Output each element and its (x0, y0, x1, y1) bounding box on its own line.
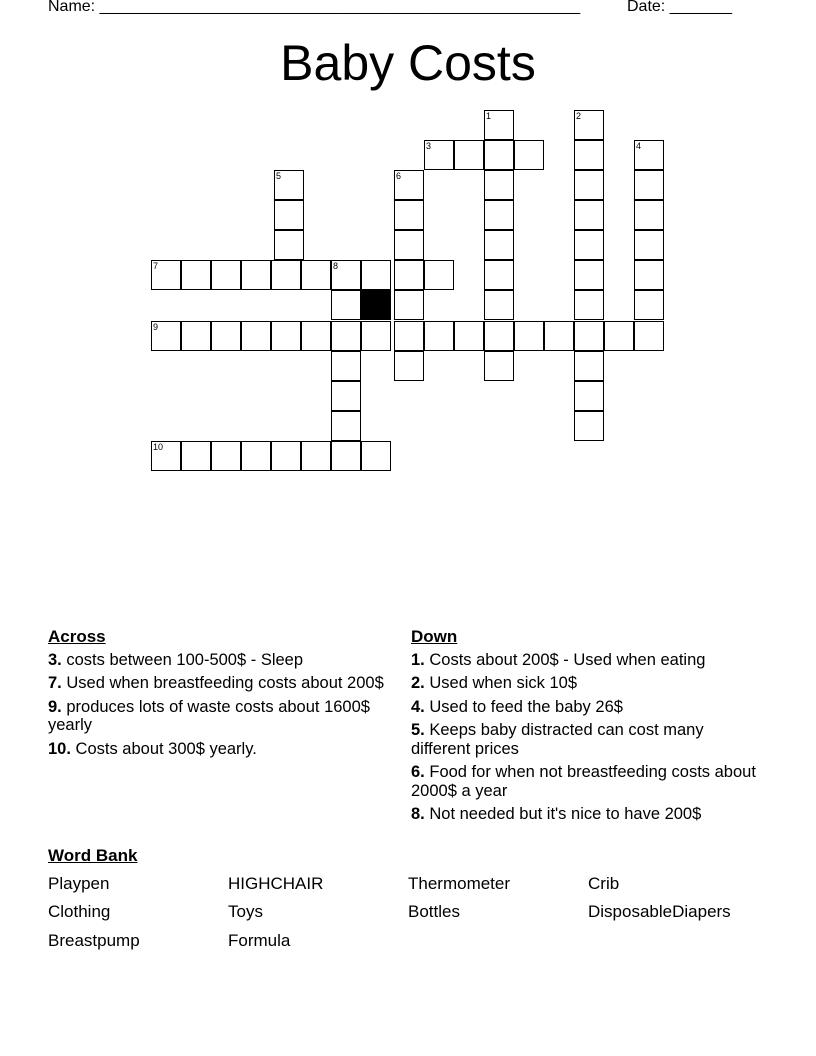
grid-cell[interactable] (574, 140, 604, 170)
grid-cell[interactable] (574, 321, 604, 351)
clue-number: 1. (411, 650, 425, 669)
grid-cell[interactable] (331, 260, 361, 290)
grid-cell[interactable] (514, 140, 544, 170)
grid-cell[interactable] (634, 230, 664, 260)
grid-cell[interactable] (634, 140, 664, 170)
grid-cell[interactable] (454, 321, 484, 351)
grid-cell[interactable] (634, 260, 664, 290)
grid-cell[interactable] (394, 351, 424, 381)
grid-cell[interactable] (484, 260, 514, 290)
clue-number-label: 2 (576, 111, 582, 121)
grid-cell[interactable] (514, 321, 544, 351)
word-bank-item: DisposableDiapers (588, 902, 731, 921)
grid-cell[interactable] (634, 170, 664, 200)
grid-cell[interactable] (211, 260, 241, 290)
clue-number-label: 3 (426, 141, 432, 151)
grid-cell[interactable] (574, 230, 604, 260)
down-clues (411, 628, 756, 829)
down-heading: Down (411, 627, 458, 646)
grid-cell[interactable] (394, 230, 424, 260)
grid-cell[interactable] (604, 321, 634, 351)
grid-cell[interactable] (241, 321, 271, 351)
word-bank-item: Clothing (48, 902, 111, 921)
date-field[interactable]: Date: _______ (627, 0, 732, 15)
clue-text: Keeps baby distracted can cost many different prices (411, 721, 704, 758)
grid-cell[interactable] (331, 411, 361, 441)
across-clue-7 (48, 674, 393, 693)
grid-cell[interactable] (484, 200, 514, 230)
grid-cell[interactable] (151, 441, 181, 471)
name-field[interactable]: Name: ______________________________________________________ (48, 0, 581, 15)
clue-number-label: 9 (153, 322, 159, 332)
word-bank-item: HIGHCHAIR (228, 874, 324, 893)
down-clue-5 (411, 721, 756, 758)
clue-number: 4. (411, 697, 425, 716)
grid-cell[interactable] (574, 200, 604, 230)
grid-cell[interactable] (151, 321, 181, 351)
clue-number-label: 7 (153, 261, 159, 271)
clue-text: Used when breastfeeding costs about 200$ (66, 674, 384, 692)
grid-cell[interactable] (181, 441, 211, 471)
grid-cell[interactable] (361, 260, 391, 290)
clue-number: 5. (411, 721, 425, 739)
clue-text: Costs about 300$ yearly. (75, 739, 257, 758)
clue-text: Costs about 200$ - Used when eating (429, 650, 706, 669)
clue-number-label: 5 (276, 171, 282, 181)
across-clue-9 (48, 698, 393, 735)
grid-cell[interactable] (181, 260, 211, 290)
down-clue-8 (411, 805, 756, 824)
word-bank-item: Bottles (408, 902, 460, 921)
word-bank-item: Playpen (48, 874, 110, 893)
grid-cell[interactable] (544, 321, 574, 351)
across-clue-3 (48, 651, 393, 670)
clue-text: Used when sick 10$ (429, 674, 578, 692)
grid-cell[interactable] (454, 140, 484, 170)
grid-cell[interactable] (151, 260, 181, 290)
grid-cell[interactable] (634, 321, 664, 351)
down-clue-6 (411, 763, 756, 800)
down-clue-2 (411, 674, 756, 693)
word-bank-item: Crib (588, 874, 620, 893)
grid-cell[interactable] (574, 260, 604, 290)
page-title: Baby Costs (280, 35, 536, 91)
grid-cell[interactable] (484, 170, 514, 200)
grid-cell[interactable] (574, 351, 604, 381)
clue-number: 7. (48, 674, 62, 692)
grid-cell[interactable] (634, 290, 664, 320)
grid-cell[interactable] (361, 441, 391, 471)
grid-cell[interactable] (211, 321, 241, 351)
clue-number: 10. (48, 739, 71, 758)
grid-cell[interactable] (301, 441, 331, 471)
grid-cell[interactable] (271, 441, 301, 471)
grid-cell[interactable] (394, 321, 424, 351)
grid-cell[interactable] (211, 441, 241, 471)
grid-cell[interactable] (484, 290, 514, 320)
clue-text: produces lots of waste costs about 1600$ yearly (48, 697, 370, 734)
grid-cell[interactable] (274, 170, 304, 200)
clue-number-label: 1 (486, 111, 492, 121)
word-bank-item: Thermometer (408, 874, 511, 893)
across-heading: Across (48, 627, 106, 646)
grid-cell[interactable] (574, 290, 604, 320)
word-bank-item: Toys (228, 902, 263, 921)
grid-cell[interactable] (241, 441, 271, 471)
grid-cell[interactable] (484, 140, 514, 170)
grid-cell[interactable] (301, 321, 331, 351)
grid-cell[interactable] (271, 321, 301, 351)
clue-number: 6. (411, 763, 425, 781)
grid-cell[interactable] (331, 351, 361, 381)
clue-number-label: 10 (153, 442, 164, 452)
clue-number: 8. (411, 805, 425, 823)
word-bank-heading: Word Bank (48, 846, 138, 865)
grid-cell[interactable] (484, 230, 514, 260)
grid-cell[interactable] (271, 260, 301, 290)
grid-cell[interactable] (274, 200, 304, 230)
grid-cell[interactable] (574, 110, 604, 140)
grid-cell[interactable] (331, 321, 361, 351)
grid-cell[interactable] (301, 260, 331, 290)
down-clue-4 (411, 698, 756, 717)
grid-block-cell (361, 290, 391, 320)
grid-cell[interactable] (361, 321, 391, 351)
grid-cell[interactable] (424, 260, 454, 290)
grid-cell[interactable] (394, 290, 424, 320)
grid-cell[interactable] (181, 321, 211, 351)
grid-cell[interactable] (394, 200, 424, 230)
grid-cell[interactable] (634, 200, 664, 230)
grid-cell[interactable] (574, 411, 604, 441)
grid-cell[interactable] (331, 290, 361, 320)
clue-number: 9. (48, 697, 62, 716)
grid-cell[interactable] (241, 260, 271, 290)
grid-cell[interactable] (424, 140, 454, 170)
clue-number: 2. (411, 674, 425, 692)
clue-text: Not needed but it's nice to have 200$ (429, 805, 702, 823)
grid-cell[interactable] (424, 321, 454, 351)
grid-cell[interactable] (484, 321, 514, 351)
grid-cell[interactable] (394, 170, 424, 200)
across-clues (48, 628, 393, 763)
clue-text: costs between 100-500$ - Sleep (66, 650, 304, 669)
grid-cell[interactable] (484, 351, 514, 381)
grid-cell[interactable] (331, 441, 361, 471)
across-clue-10 (48, 740, 393, 759)
clue-number: 3. (48, 650, 62, 669)
grid-cell[interactable] (574, 170, 604, 200)
clue-number-label: 8 (333, 261, 339, 271)
crossword-grid (0, 0, 816, 480)
down-clue-1 (411, 651, 756, 670)
grid-cell[interactable] (274, 230, 304, 260)
grid-cell[interactable] (394, 260, 424, 290)
grid-cell[interactable] (484, 110, 514, 140)
clue-text: Food for when not breastfeeding costs about 2000$ a year (411, 763, 756, 800)
clue-number-label: 4 (636, 141, 642, 151)
grid-cell[interactable] (331, 381, 361, 411)
grid-cell[interactable] (574, 381, 604, 411)
word-bank-item: Formula (228, 931, 291, 950)
word-bank-item: Breastpump (48, 931, 140, 950)
clue-text: Used to feed the baby 26$ (429, 697, 623, 716)
clue-number-label: 6 (396, 171, 402, 181)
